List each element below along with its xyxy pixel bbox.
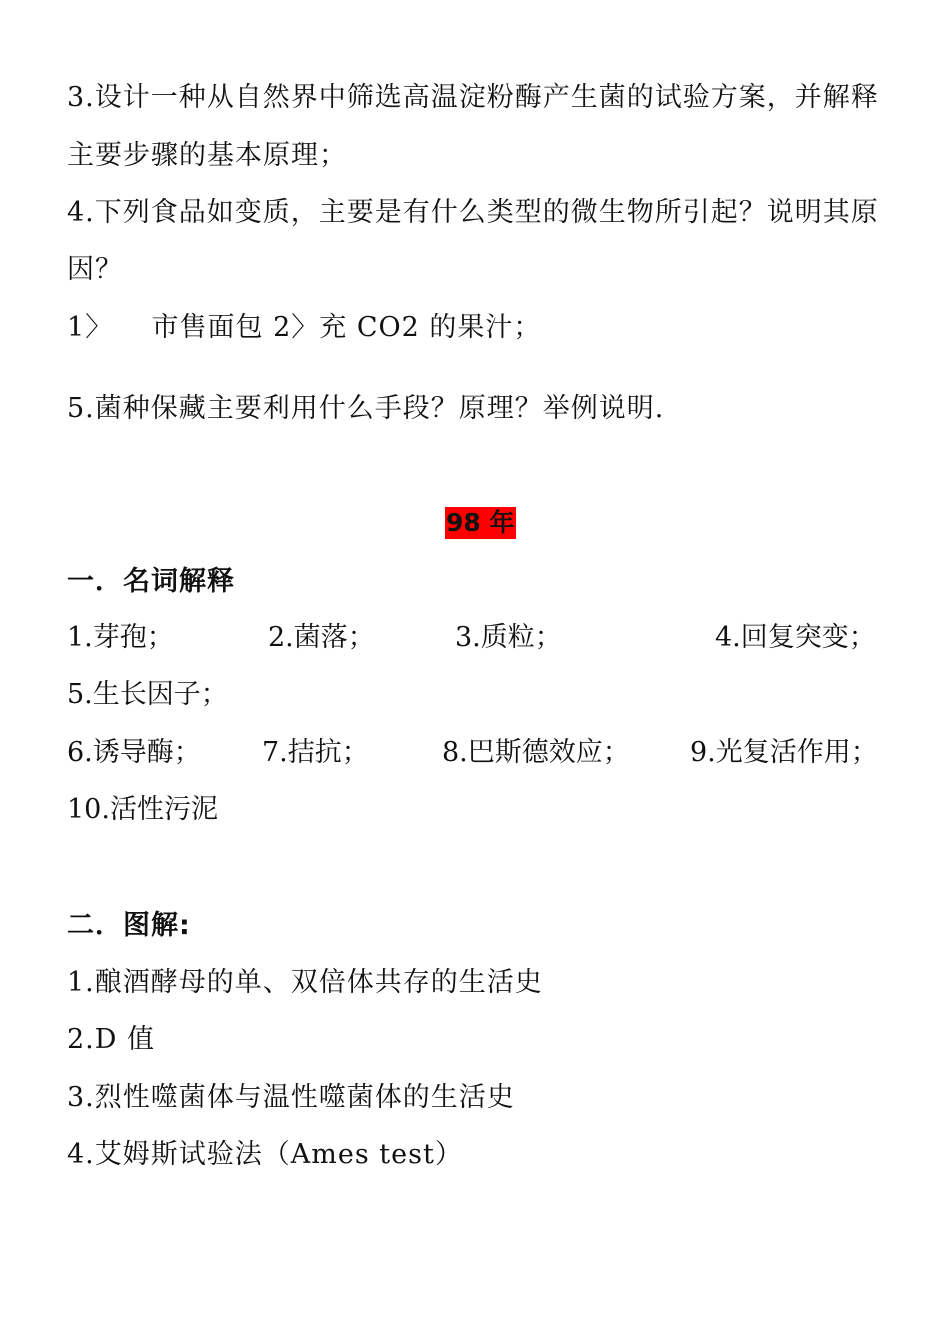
question-4-line-2: 因？ [67, 254, 123, 285]
section-2-heading: 二．图解: [67, 910, 191, 941]
term-1: 1.芽孢； [67, 622, 174, 653]
diagram-item-4: 4.艾姆斯试验法（Ames test） [67, 1139, 463, 1170]
term-2: 2.菌落； [268, 622, 375, 653]
question-3-line-1: 3.设计一种从自然界中筛选高温淀粉酶产生菌的试验方案，并解释 [67, 82, 879, 113]
question-3-line-2: 主要步骤的基本原理； [67, 140, 347, 171]
diagram-item-3: 3.烈性噬菌体与温性噬菌体的生活史 [67, 1082, 515, 1113]
year-title: 98 年 [446, 508, 515, 537]
question-4-subitems: 1〉 市售面包 2〉充 CO2 的果汁； [67, 312, 542, 343]
question-4-line-1: 4.下列食品如变质，主要是有什么类型的微生物所引起？说明其原 [67, 197, 879, 228]
term-8: 8.巴斯德效应； [442, 737, 630, 768]
diagram-item-2: 2.D 值 [67, 1024, 155, 1055]
term-3: 3.质粒； [455, 622, 562, 653]
term-5: 5.生长因子； [67, 679, 228, 710]
term-10: 10.活性污泥 [67, 794, 218, 825]
term-9: 9.光复活作用； [690, 737, 878, 768]
term-7: 7.拮抗； [262, 737, 369, 768]
term-6: 6.诱导酶； [67, 737, 201, 768]
section-1-heading: 一．名词解释 [67, 566, 235, 597]
diagram-item-1: 1.酿酒酵母的单、双倍体共存的生活史 [67, 967, 543, 998]
question-5: 5.菌种保藏主要利用什么手段？原理？举例说明. [67, 393, 665, 424]
term-4: 4.回复突变； [715, 622, 876, 653]
